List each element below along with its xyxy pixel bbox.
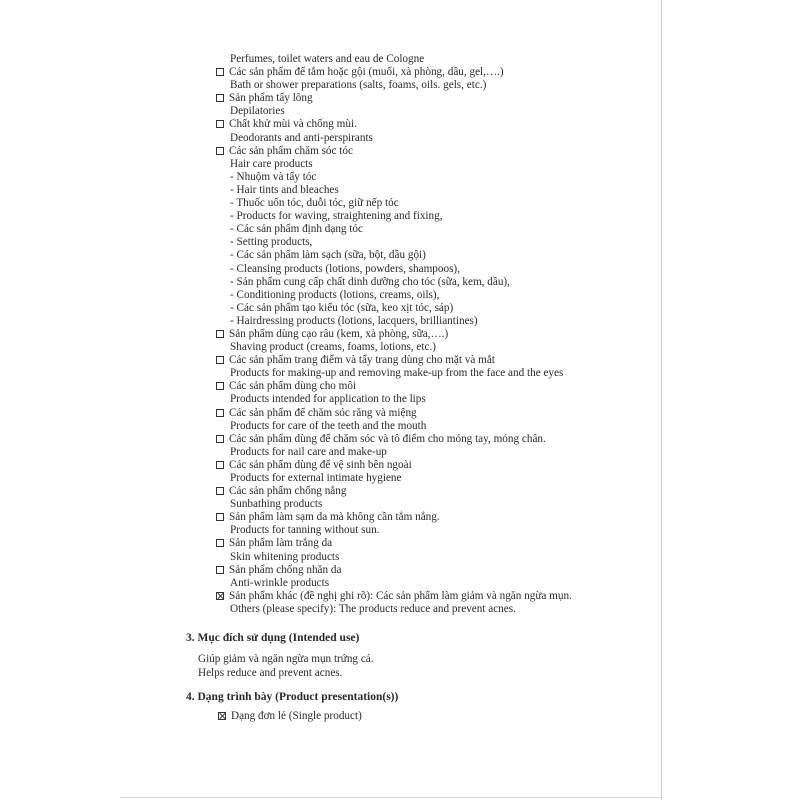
line-text: Depilatories <box>230 105 285 118</box>
category-text <box>216 79 656 92</box>
category-text <box>216 249 656 262</box>
checkbox-icon[interactable] <box>216 330 224 338</box>
line-text: Bath or shower preparations (salts, foams, oils. gels, etc.) <box>230 79 487 92</box>
category-item <box>216 537 656 550</box>
checkbox-icon[interactable] <box>216 566 224 574</box>
line-text: Các sản phẩm dùng để chăm sóc và tô điểm cho móng tay, móng chân. <box>229 432 546 445</box>
category-text <box>216 276 656 289</box>
category-item <box>216 459 656 472</box>
line-text: Sản phẩm dùng cạo râu (kem, xà phòng, sữa,….) <box>229 327 449 340</box>
presentation-option <box>186 710 646 724</box>
category-text <box>216 315 656 328</box>
category-item <box>216 354 656 367</box>
page-edge-bottom <box>120 797 661 798</box>
line-text: Skin whitening products <box>230 550 340 563</box>
line-text: - Các sản phẩm định dạng tóc <box>230 223 363 236</box>
line-text: - Thuốc uốn tóc, duỗi tóc, giữ nếp tóc <box>230 197 399 210</box>
line-text: Products for external intimate hygiene <box>230 472 402 484</box>
category-text <box>216 472 656 485</box>
checkbox-icon[interactable] <box>216 461 224 469</box>
checkbox-icon[interactable] <box>216 487 224 495</box>
category-item <box>216 66 656 79</box>
line-text: Shaving product (creams, foams, lotions, etc.) <box>230 341 436 354</box>
category-text <box>216 263 656 276</box>
checkbox-icon[interactable] <box>216 539 224 547</box>
line-text: - Hair tints and bleaches <box>230 183 339 196</box>
presentation-option-label: Dạng đơn lẻ (Single product) <box>231 710 362 722</box>
checkbox-icon[interactable] <box>216 382 224 390</box>
category-text <box>216 603 656 616</box>
line-text: Các sản phẩm dùng cho môi <box>229 380 357 393</box>
line-text: Products for care of the teeth and the mouth <box>230 419 427 432</box>
category-text <box>216 367 656 380</box>
category-text <box>216 184 656 197</box>
checkbox-icon[interactable] <box>216 409 224 417</box>
line-text: - Các sản phẩm tạo kiểu tóc (sữa, keo xịt tóc, sáp) <box>230 301 454 314</box>
line-text: Sản phẩm làm sạm da mà không cần tắm nắng. <box>229 511 440 524</box>
checkbox-icon[interactable] <box>216 68 224 76</box>
line-text: Các sản phẩm để tắm hoặc gội (muối, xà phòng, dầu, gel,….) <box>229 66 504 79</box>
line-text: - Cleansing products (lotions, powders, shampoos), <box>230 262 460 275</box>
category-text <box>216 420 656 433</box>
line-text: - Products for waving, straightening and fixing, <box>230 210 443 223</box>
category-text <box>216 551 656 564</box>
category-item <box>216 118 656 131</box>
line-text: Sunbathing products <box>230 498 323 511</box>
line-text: Chất khử mùi và chống mùi. <box>229 118 357 131</box>
line-text: Others (please specify): The products reduce and prevent acnes. <box>230 602 516 615</box>
line-text: Sản phẩm chống nhăn da <box>229 563 342 576</box>
category-text <box>216 197 656 210</box>
line-text: Sản phẩm làm trắng da <box>229 537 333 550</box>
category-item <box>216 92 656 105</box>
category-text <box>216 341 656 354</box>
section-heading: 4. Dạng trình bày (Product presentation(s)) <box>186 691 399 703</box>
line-text: - Các sản phẩm làm sạch (sữa, bột, dầu gội) <box>230 249 426 262</box>
category-text <box>216 210 656 223</box>
category-text <box>216 393 656 406</box>
line-text: Sản phẩm khác (đề nghị ghi rõ): Các sản phẩm làm giảm và ngăn ngừa mụn. <box>229 589 572 602</box>
line-text: Các sản phẩm dùng để vệ sinh bên ngoài <box>229 458 412 471</box>
line-text: Các sản phẩm để chăm sóc răng và miệng <box>229 406 417 419</box>
category-item <box>216 590 656 603</box>
category-text <box>216 446 656 459</box>
line-text: Products for making-up and removing make-up from the face and the eyes <box>230 367 564 380</box>
category-text <box>216 236 656 249</box>
category-text <box>216 132 656 145</box>
category-item <box>216 145 656 158</box>
category-text <box>216 302 656 315</box>
intended-use-vi: Giúp giảm và ngăn ngừa mụn trứng cá. <box>198 653 374 665</box>
category-text <box>216 105 656 118</box>
category-item <box>216 380 656 393</box>
category-text <box>216 524 656 537</box>
category-text <box>216 53 656 66</box>
checkbox-icon[interactable] <box>216 147 224 155</box>
line-text: Các sản phẩm trang điểm và tẩy trang dùng cho mặt và mắt <box>229 354 495 367</box>
category-item <box>216 328 656 341</box>
checkbox-icon[interactable] <box>216 94 224 102</box>
section-heading: 3. Mục đích sử dụng (Intended use) <box>186 632 360 644</box>
line-text: - Conditioning products (lotions, creams, oils), <box>230 288 440 301</box>
intended-use-en: Helps reduce and prevent acnes. <box>198 666 343 679</box>
checkbox-icon[interactable] <box>216 356 224 364</box>
category-item <box>216 407 656 420</box>
category-text <box>216 223 656 236</box>
category-item <box>216 564 656 577</box>
category-text <box>216 577 656 590</box>
line-text: Products for nail care and make-up <box>230 445 387 458</box>
line-text: - Nhuộm và tẩy tóc <box>230 170 317 183</box>
checkbox-checked-icon[interactable] <box>218 712 226 720</box>
line-text: Các sản phẩm chăm sóc tóc <box>229 144 353 157</box>
category-text <box>216 289 656 302</box>
line-text: Các sản phẩm chống nắng <box>229 485 347 498</box>
product-category-list <box>216 53 656 616</box>
category-item <box>216 511 656 524</box>
line-text: Perfumes, toilet waters and eau de Cologne <box>230 53 425 65</box>
line-text: - Sản phẩm cung cấp chất dinh dưỡng cho tóc (sữa, kem, dầu), <box>230 275 510 288</box>
checkbox-icon[interactable] <box>216 435 224 443</box>
page-edge <box>661 0 662 800</box>
category-item <box>216 433 656 446</box>
line-text: Hair care products <box>230 157 313 170</box>
section-product-presentation <box>186 690 646 724</box>
checkbox-checked-icon[interactable] <box>216 592 224 600</box>
line-text: Products for tanning without sun. <box>230 524 380 537</box>
line-text: Products intended for application to the lips <box>230 393 426 406</box>
line-text: Anti-wrinkle products <box>230 576 330 589</box>
category-item <box>216 485 656 498</box>
checkbox-icon[interactable] <box>216 513 224 521</box>
category-text <box>216 171 656 184</box>
category-text <box>216 498 656 511</box>
line-text: - Hairdressing products (lotions, lacquers, brilliantines) <box>230 314 478 327</box>
category-text <box>216 158 656 171</box>
section-intended-use <box>186 631 646 680</box>
line-text: - Setting products, <box>230 236 313 249</box>
line-text: Sản phẩm tẩy lông <box>229 92 313 105</box>
checkbox-icon[interactable] <box>216 120 224 128</box>
line-text: Deodorants and anti-perspirants <box>230 131 373 144</box>
